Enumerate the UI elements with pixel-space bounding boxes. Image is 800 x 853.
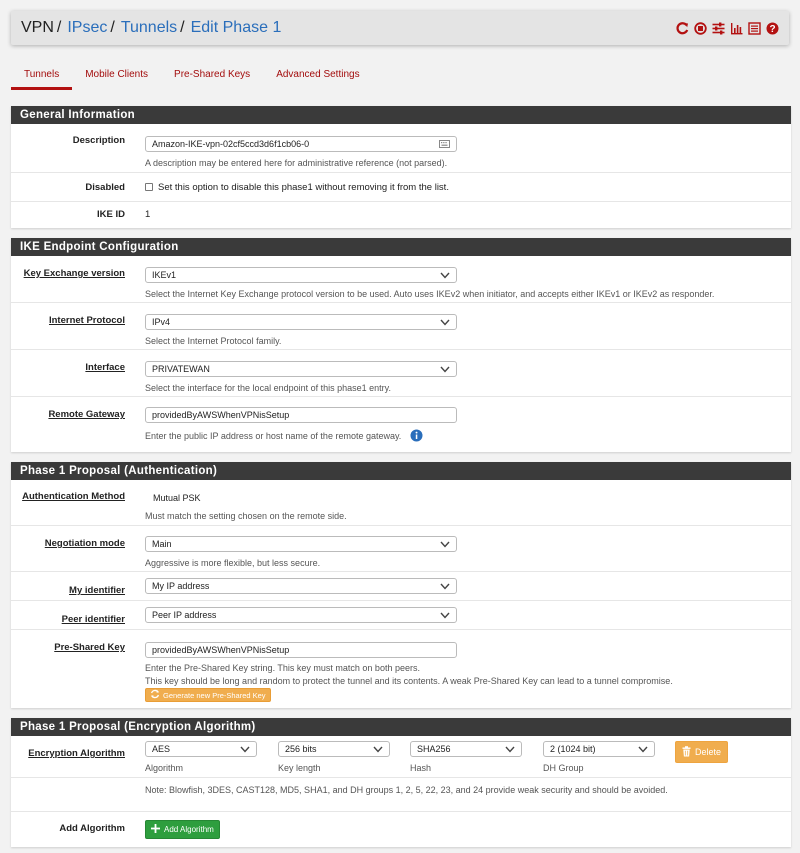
pre-shared-key-value: providedByAWSWhenVPNisSetup (152, 645, 290, 655)
auth-method-row (11, 480, 791, 526)
negotiation-mode-select[interactable] (145, 536, 457, 552)
internet-protocol-row (11, 303, 791, 350)
chevron-down-icon (440, 271, 450, 281)
delete-algorithm-button[interactable] (675, 741, 728, 763)
encryption-algorithm-label: Encryption Algorithm (28, 748, 125, 759)
ike-endpoint-panel (11, 238, 791, 452)
input-keyboard-icon (439, 140, 450, 150)
weak-security-note-row (11, 778, 791, 812)
panel-title: General Information (11, 106, 791, 124)
interface-value: PRIVATEWAN (152, 364, 210, 374)
peer-identifier-row (11, 601, 791, 630)
plus-icon (151, 824, 160, 835)
chevron-down-icon (440, 611, 450, 621)
negotiation-mode-row (11, 526, 791, 572)
key-exchange-row (11, 256, 791, 303)
breadcrumb-tunnels[interactable]: Tunnels (120, 19, 178, 36)
disabled-checkbox[interactable] (145, 183, 153, 191)
authentication-panel (11, 462, 791, 708)
peer-identifier-value: Peer IP address (152, 610, 217, 620)
encryption-algorithm-row (11, 736, 791, 778)
add-algorithm-label: Add Algorithm (59, 823, 125, 834)
toolbar-icons (676, 22, 779, 35)
delete-label: Delete (695, 747, 722, 757)
my-identifier-label: My identifier (69, 585, 125, 596)
panel-title: IKE Endpoint Configuration (11, 238, 791, 256)
tab-tunnels[interactable]: Tunnels (11, 60, 72, 90)
description-row (11, 124, 791, 173)
stop-service-icon[interactable] (694, 22, 707, 35)
tab-pre-shared-keys[interactable]: Pre-Shared Keys (174, 69, 251, 80)
internet-protocol-label: Internet Protocol (48, 315, 125, 326)
breadcrumb-ipsec[interactable]: IPsec (67, 19, 108, 36)
description-help: A description may be entered here for administrative reference (not parsed). (145, 158, 448, 168)
algorithm-sublabel: Algorithm (145, 763, 184, 773)
svg-text:?: ? (769, 23, 776, 35)
chevron-down-icon (638, 745, 648, 755)
hash-sublabel: Hash (410, 763, 432, 773)
status-graph-icon[interactable] (730, 22, 743, 35)
interface-help: Select the interface for the local endpoint of this phase1 entry. (145, 383, 391, 393)
tab-bar (11, 60, 373, 90)
chevron-down-icon (440, 365, 450, 375)
breadcrumb-separator: / (56, 19, 62, 36)
disabled-text: Set this option to disable this phase1 without removing it from the list. (158, 182, 449, 193)
add-algorithm-button[interactable] (145, 820, 220, 839)
my-identifier-row (11, 572, 791, 601)
pre-shared-key-input[interactable] (145, 642, 457, 658)
general-information-panel (11, 106, 791, 228)
key-exchange-help: Select the Internet Key Exchange protocol version to be used. Auto uses IKEv2 when initiator, and accepts either IKEv1 or IKEv2 as responder. (145, 289, 715, 299)
breadcrumb-root: VPN (21, 19, 54, 36)
pre-shared-key-label: Pre-Shared Key (54, 642, 125, 653)
pre-shared-key-help-1: Enter the Pre-Shared Key string. This key must match on both peers. (145, 663, 420, 673)
add-algorithm-row (11, 812, 791, 847)
internet-protocol-value: IPv4 (152, 317, 171, 327)
remote-gateway-input[interactable] (145, 407, 457, 423)
key-exchange-value: IKEv1 (152, 270, 177, 280)
dh-group-sublabel: DH Group (543, 763, 584, 773)
ike-id-label: IKE ID (97, 209, 125, 220)
remote-gateway-row (11, 397, 791, 452)
hash-value: SHA256 (417, 744, 451, 754)
my-identifier-value: My IP address (152, 581, 210, 591)
auth-method-help: Must match the setting chosen on the remote side. (145, 511, 347, 521)
generate-psk-button[interactable] (145, 688, 271, 702)
breadcrumb-separator: / (180, 19, 185, 36)
chevron-down-icon (240, 745, 250, 755)
negotiation-mode-value: Main (152, 539, 172, 549)
interface-select[interactable] (145, 361, 457, 377)
pre-shared-key-help-2: This key should be long and random to protect the tunnel and its contents. A weak Pre-Shared Key can lead to a tunnel compromise. (145, 676, 673, 686)
remote-gateway-help: Enter the public IP address or host name of the remote gateway. (145, 431, 402, 441)
encryption-panel (11, 718, 791, 847)
key-length-sublabel: Key length (278, 763, 321, 773)
auth-method-value: Mutual PSK (145, 490, 457, 506)
hash-select[interactable] (410, 741, 522, 757)
breadcrumb-edit-phase1: Edit Phase 1 (190, 19, 282, 36)
description-value: Amazon-IKE-vpn-02cf5ccd3d6f1cb06-0 (152, 139, 310, 149)
breadcrumb (21, 19, 281, 37)
my-identifier-select[interactable] (145, 578, 457, 594)
key-length-value: 256 bits (285, 744, 317, 754)
peer-identifier-label: Peer identifier (61, 614, 125, 625)
chevron-down-icon (440, 582, 450, 592)
key-exchange-label: Key Exchange version (23, 268, 125, 279)
chevron-down-icon (440, 540, 450, 550)
interface-label: Interface (85, 362, 125, 373)
negotiation-mode-help: Aggressive is more flexible, but less secure. (145, 558, 321, 568)
algorithm-select[interactable] (145, 741, 257, 757)
pre-shared-key-row (11, 630, 791, 708)
description-label: Description (72, 135, 125, 146)
auth-method-label: Authentication Method (22, 491, 125, 502)
peer-identifier-select[interactable] (145, 607, 457, 623)
description-input[interactable] (145, 136, 457, 152)
remote-gateway-label: Remote Gateway (48, 409, 125, 420)
weak-security-note: Note: Blowfish, 3DES, CAST128, MD5, SHA1, and DH groups 1, 2, 5, 22, 23, and 24 provide weak security and should be avoided. (145, 785, 668, 795)
dh-group-select[interactable] (543, 741, 655, 757)
algorithm-value: AES (152, 744, 171, 754)
panel-title: Phase 1 Proposal (Encryption Algorithm) (11, 718, 791, 736)
restart-service-icon[interactable] (676, 22, 689, 35)
refresh-icon (150, 689, 160, 701)
ike-id-value: 1 (145, 209, 151, 220)
ike-id-row (11, 202, 791, 228)
chevron-down-icon (373, 745, 383, 755)
settings-sliders-icon[interactable] (712, 22, 725, 35)
log-list-icon[interactable] (748, 22, 761, 35)
remote-gateway-value: providedByAWSWhenVPNisSetup (152, 410, 290, 420)
internet-protocol-help: Select the Internet Protocol family. (145, 336, 282, 346)
remote-gateway-help-line (145, 429, 457, 444)
chevron-down-icon (505, 745, 515, 755)
generate-psk-label: Generate new Pre-Shared Key (163, 690, 266, 700)
disabled-row (11, 173, 791, 202)
dh-group-value: 2 (1024 bit) (550, 744, 596, 754)
breadcrumb-bar (11, 11, 789, 45)
internet-protocol-select[interactable] (145, 314, 457, 330)
add-algorithm-button-label: Add Algorithm (164, 825, 214, 834)
disabled-label: Disabled (85, 182, 125, 193)
trash-icon (682, 746, 691, 759)
info-icon[interactable] (410, 429, 423, 444)
negotiation-mode-label: Negotiation mode (44, 538, 125, 549)
chevron-down-icon (440, 318, 450, 328)
interface-row (11, 350, 791, 397)
tab-advanced-settings[interactable]: Advanced Settings (276, 69, 360, 80)
breadcrumb-separator: / (110, 19, 115, 36)
key-exchange-select[interactable] (145, 267, 457, 283)
key-length-select[interactable] (278, 741, 390, 757)
help-icon[interactable] (766, 22, 779, 35)
panel-title: Phase 1 Proposal (Authentication) (11, 462, 791, 480)
tab-mobile-clients[interactable]: Mobile Clients (85, 69, 149, 80)
